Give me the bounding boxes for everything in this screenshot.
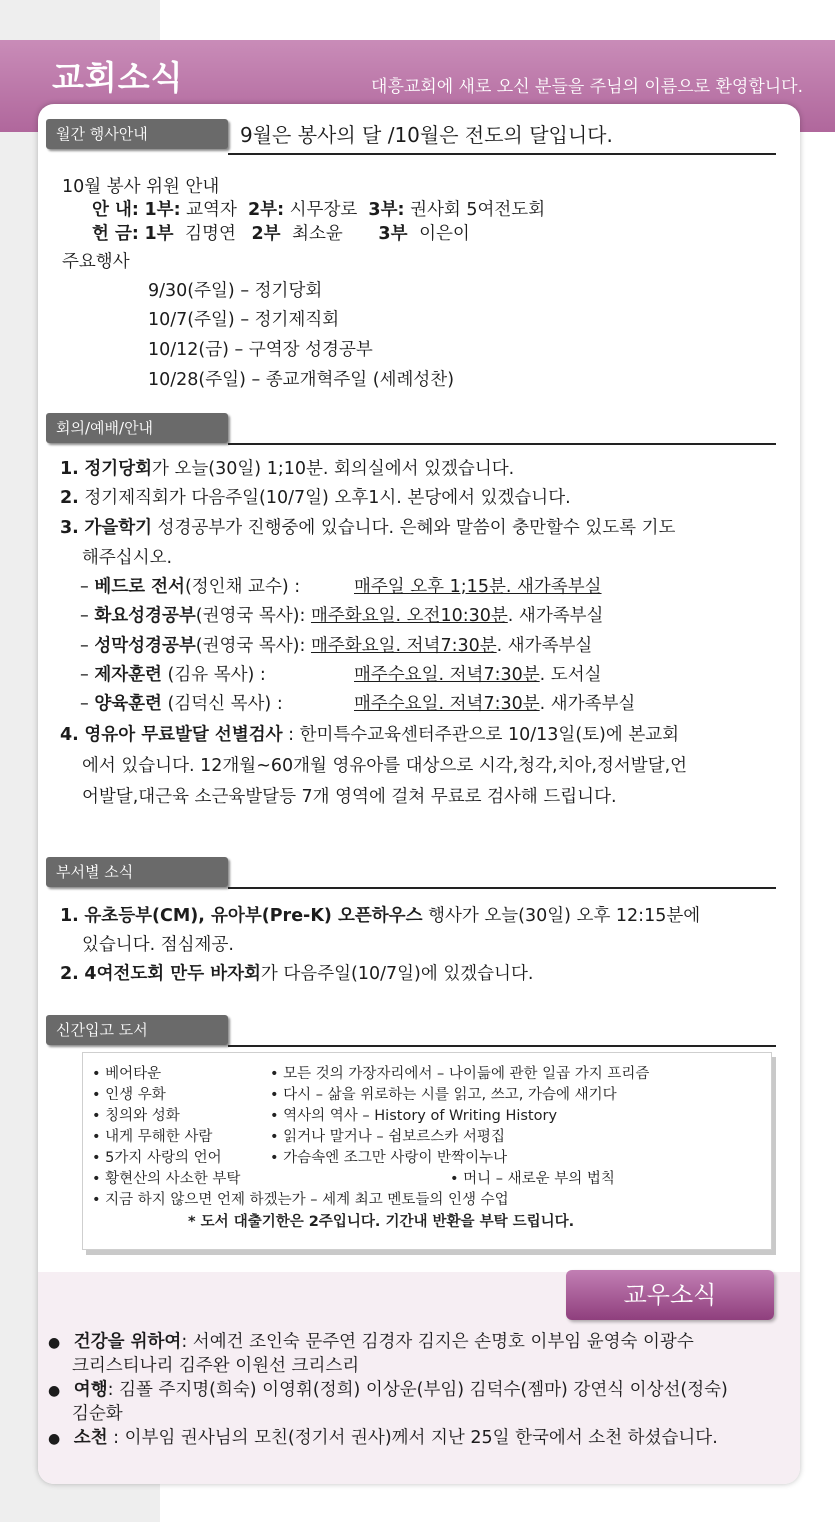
class-time: 매주일 오후 1;15분. 새가족부실 bbox=[354, 577, 602, 597]
department-item-2 bbox=[60, 960, 533, 985]
usher-p2: 시무장로 bbox=[284, 200, 358, 220]
class-room: . 새가족부실 bbox=[496, 636, 593, 656]
health-names: : 서예건 조인숙 문주연 김경자 김지은 손명호 이부임 윤영숙 이광수 bbox=[181, 1332, 694, 1352]
class-time: 매주화요일. 저녁7:30분 bbox=[310, 636, 497, 656]
book-item: • 황현산의 사소한 부탁 bbox=[92, 1171, 241, 1187]
offering-p3-label: 3부 bbox=[378, 224, 408, 244]
usher-p2-label: 2부: bbox=[248, 200, 285, 220]
offering-p1: 김명연 bbox=[185, 224, 236, 244]
item-highlight: 가을학기 bbox=[84, 518, 153, 538]
class-name: 제자훈련 bbox=[94, 665, 162, 685]
item-text: 정기제직회가 다음주일(10/7일) 오후1시. 본당에서 있겠습니다. bbox=[84, 488, 571, 508]
offering-label: 헌 금: bbox=[92, 224, 139, 244]
class-schedule bbox=[354, 690, 635, 715]
item-highlight: 유초등부(CM), 유아부(Pre-K) 오픈하우스 bbox=[84, 906, 423, 926]
book-item: • 칭의와 성화 bbox=[92, 1108, 180, 1124]
usher-p1-label: 1부: bbox=[144, 200, 181, 220]
travel-names: : 김폴 주지명(희숙) 이영휘(정희) 이상운(부임) 김덕수(젬마) 강연식 이상선(정숙) bbox=[107, 1380, 728, 1400]
offering-p2: 최소윤 bbox=[292, 224, 343, 244]
class-row bbox=[80, 632, 592, 657]
dash: – bbox=[80, 665, 89, 685]
book-item: • 인생 우화 bbox=[92, 1087, 166, 1103]
meetings-rule bbox=[228, 443, 776, 445]
usher-label: 안 내: bbox=[92, 200, 139, 220]
class-room: . 새가족부실 bbox=[539, 694, 636, 714]
members-title: 교우소식 bbox=[566, 1270, 774, 1320]
item-text: 성경공부가 진행중에 있습니다. 은혜와 말씀이 충만할수 있도록 기도 bbox=[152, 518, 676, 538]
book-item: • 머니 – 새로운 부의 법칙 bbox=[450, 1171, 615, 1187]
meeting-item-3-cont: 해주십시오. bbox=[82, 548, 173, 568]
item-number: 3. bbox=[60, 518, 79, 538]
offering-p2-label: 2부 bbox=[251, 224, 281, 244]
item-number: 2. bbox=[60, 488, 79, 508]
class-name: 베드로 전서 bbox=[94, 577, 185, 597]
meetings-tab: 회의/예배/안내 bbox=[46, 413, 228, 443]
meeting-item-4 bbox=[60, 721, 679, 746]
dash: – bbox=[80, 636, 89, 656]
page-title: 교회소식 bbox=[52, 58, 184, 97]
item-text: 가 다음주일(10/7일)에 있겠습니다. bbox=[260, 964, 534, 984]
health-label: 건강을 위하여 bbox=[73, 1332, 182, 1352]
meeting-item-3 bbox=[60, 514, 675, 539]
class-time: 매주수요일. 저녁7:30분 bbox=[354, 665, 540, 685]
event-item: 10/7(주일) – 정기제직회 bbox=[148, 310, 340, 330]
class-room: . 새가족부실 bbox=[507, 606, 604, 626]
class-name: 성막성경공부 bbox=[94, 636, 196, 656]
usher-row bbox=[92, 196, 545, 221]
offering-row bbox=[92, 220, 470, 245]
events-title: 주요행사 bbox=[62, 252, 130, 272]
class-teacher: (권영국 목사): bbox=[195, 606, 306, 626]
meeting-item-4-line2: 에서 있습니다. 12개월~60개월 영유아를 대상으로 시각,청각,치아,정서발달,언 bbox=[82, 756, 688, 776]
class-time: 매주화요일. 오전10:30분 bbox=[310, 606, 508, 626]
offering-p3: 이은이 bbox=[419, 224, 470, 244]
department-item-1-cont: 있습니다. 점심제공. bbox=[82, 935, 234, 955]
item-number: 1. bbox=[60, 906, 79, 926]
death-label: 소천 bbox=[73, 1428, 108, 1448]
offering-p1-label: 1부 bbox=[144, 224, 174, 244]
class-row bbox=[80, 690, 636, 715]
books-rule bbox=[228, 1045, 776, 1047]
item-number: 4. bbox=[60, 725, 79, 745]
monthly-tab: 월간 행사안내 bbox=[46, 119, 228, 149]
travel-label: 여행 bbox=[73, 1380, 108, 1400]
book-item: • 다시 – 삶을 위로하는 시를 읽고, 쓰고, 가슴에 새기다 bbox=[270, 1087, 617, 1103]
class-teacher: (김덕신 목사) : bbox=[161, 694, 283, 714]
book-loan-notice: * 도서 대출기한은 2주입니다. 기간내 반환을 부탁 드립니다. bbox=[188, 1214, 575, 1230]
death-text: : 이부임 권사님의 모친(정기서 권사)께서 지난 25일 한국에서 소천 하셨습니다. bbox=[107, 1428, 718, 1448]
usher-p3: 권사회 5여전도회 bbox=[404, 200, 546, 220]
book-item: • 읽거나 말거나 – 쉼보르스카 서평집 bbox=[270, 1129, 505, 1145]
monthly-headline: 9월은 봉사의 달 /10월은 전도의 달입니다. bbox=[240, 123, 613, 147]
class-name: 화요성경공부 bbox=[94, 606, 196, 626]
class-teacher: (김유 목사) : bbox=[161, 665, 266, 685]
event-item: 9/30(주일) – 정기당회 bbox=[148, 281, 323, 301]
meeting-item-2 bbox=[60, 484, 571, 509]
departments-rule bbox=[228, 887, 776, 889]
item-highlight: 영유아 무료발달 선별검사 bbox=[84, 725, 283, 745]
bullet-icon: ● bbox=[48, 1383, 61, 1399]
book-item: • 베어타운 bbox=[92, 1066, 162, 1082]
committee-title: 10월 봉사 위원 안내 bbox=[62, 177, 220, 197]
usher-p3-label: 3부: bbox=[368, 200, 405, 220]
book-item: • 모든 것의 가장자리에서 – 나이듦에 관한 일곱 가지 프리즘 bbox=[270, 1066, 650, 1082]
book-item: • 내게 무해한 사람 bbox=[92, 1129, 213, 1145]
welcome-tagline: 대흥교회에 새로 오신 분들을 주님의 이름으로 환영합니다. bbox=[371, 77, 803, 97]
class-row bbox=[80, 661, 602, 686]
class-schedule bbox=[354, 661, 602, 686]
item-number: 1. bbox=[60, 459, 79, 479]
book-item: • 지금 하지 않으면 언제 하겠는가 – 세계 최고 멘토들의 인생 수업 bbox=[92, 1192, 509, 1208]
dash: – bbox=[80, 577, 89, 597]
item-number: 2. bbox=[60, 964, 79, 984]
item-highlight: 정기당회 bbox=[84, 459, 153, 479]
class-teacher: (권영국 목사): bbox=[195, 636, 306, 656]
meeting-item-1 bbox=[60, 455, 514, 480]
health-row bbox=[48, 1328, 694, 1353]
dash: – bbox=[80, 606, 89, 626]
usher-p1: 교역자 bbox=[180, 200, 237, 220]
bullet-icon: ● bbox=[48, 1431, 61, 1447]
class-row bbox=[80, 602, 603, 627]
department-item-1 bbox=[60, 902, 700, 927]
death-row bbox=[48, 1424, 718, 1449]
item-highlight: 4여전도회 만두 바자회 bbox=[84, 964, 261, 984]
book-item: • 역사의 역사 – History of Writing History bbox=[270, 1108, 558, 1124]
class-row bbox=[80, 573, 602, 598]
class-teacher: (정인채 교수) : bbox=[184, 577, 301, 597]
item-text: 가 오늘(30일) 1;10분. 회의실에서 있겠습니다. bbox=[152, 459, 515, 479]
departments-tab: 부서별 소식 bbox=[46, 857, 228, 887]
item-text: 행사가 오늘(30일) 오후 12:15분에 bbox=[422, 906, 701, 926]
books-tab: 신간입고 도서 bbox=[46, 1015, 228, 1045]
class-room: . 도서실 bbox=[539, 665, 602, 685]
health-row-cont: 크리스티나리 김주완 이원선 크리스리 bbox=[72, 1356, 360, 1376]
meeting-item-4-line3: 어발달,대근육 소근육발달등 7개 영역에 걸쳐 무료로 검사해 드립니다. bbox=[82, 787, 617, 807]
book-item: • 5가지 사랑의 언어 bbox=[92, 1150, 222, 1166]
travel-row bbox=[48, 1376, 728, 1401]
class-time: 매주수요일. 저녁7:30분 bbox=[354, 694, 540, 714]
event-item: 10/12(금) – 구역장 성경공부 bbox=[148, 340, 373, 360]
book-item: • 가슴속엔 조그만 사랑이 반짝이누나 bbox=[270, 1150, 508, 1166]
monthly-rule bbox=[228, 153, 776, 155]
class-name: 양육훈련 bbox=[94, 694, 162, 714]
dash: – bbox=[80, 694, 89, 714]
item-text: : 한미특수교육센터주관으로 10/13일(토)에 본교회 bbox=[282, 725, 680, 745]
travel-row-cont: 김순화 bbox=[72, 1404, 123, 1424]
event-item: 10/28(주일) – 종교개혁주일 (세례성찬) bbox=[148, 370, 455, 390]
bullet-icon: ● bbox=[48, 1335, 61, 1351]
